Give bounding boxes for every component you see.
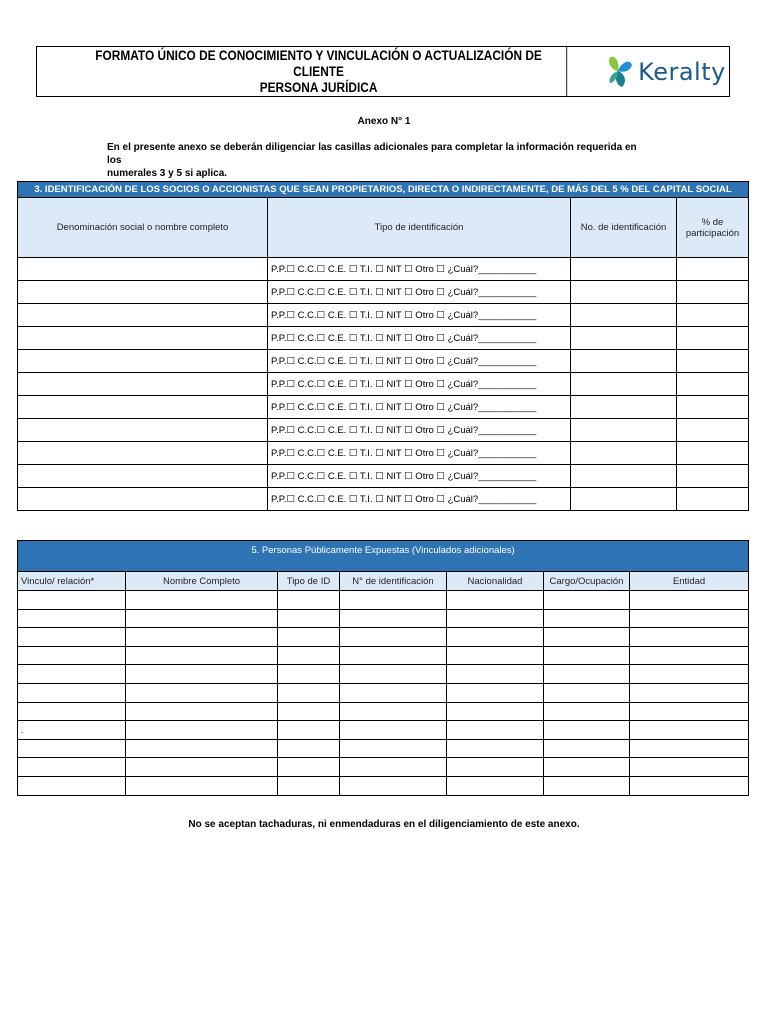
- pep-cell[interactable]: [126, 758, 278, 777]
- shareholder-id-type-cell[interactable]: P.P.☐ C.C.☐ C.E. ☐ T.I. ☐ NIT ☐ Otro ☐ ¿Cuál?___________: [268, 488, 571, 511]
- pep-cell[interactable]: [340, 702, 447, 721]
- pep-cell[interactable]: [278, 758, 340, 777]
- col-header-percentage-line2: participación: [685, 227, 740, 239]
- pep-cell[interactable]: [18, 776, 126, 795]
- pep-cell[interactable]: [18, 609, 126, 628]
- keralty-logo-icon: [604, 53, 634, 91]
- pep-row: [18, 646, 749, 665]
- pep-cell[interactable]: [630, 609, 749, 628]
- pep-cell[interactable]: [340, 665, 447, 684]
- pep-cell[interactable]: [340, 683, 447, 702]
- pep-cell[interactable]: [447, 758, 544, 777]
- shareholders-table-header: [18, 198, 749, 258]
- pep-cell[interactable]: [126, 646, 278, 665]
- pep-cell[interactable]: [126, 665, 278, 684]
- pep-cell[interactable]: [126, 609, 278, 628]
- shareholder-name-cell[interactable]: [18, 327, 268, 350]
- pep-cell[interactable]: [278, 646, 340, 665]
- shareholder-row: [18, 281, 749, 304]
- shareholder-row: [18, 442, 749, 465]
- pep-col-header: Vinculo/ relación*: [18, 572, 126, 591]
- shareholder-percentage-cell[interactable]: [677, 419, 749, 442]
- pep-cell[interactable]: [544, 721, 630, 740]
- shareholder-row: [18, 258, 749, 281]
- shareholder-percentage-cell[interactable]: [677, 304, 749, 327]
- form-header: [36, 46, 730, 97]
- pep-cell[interactable]: [126, 628, 278, 647]
- pep-cell[interactable]: [544, 702, 630, 721]
- pep-cell[interactable]: [630, 721, 749, 740]
- pep-cell[interactable]: [340, 739, 447, 758]
- footer-note: No se aceptan tachaduras, ni enmendaduras en el diligenciamiento de este anexo.: [188, 819, 580, 830]
- pep-cell[interactable]: [340, 609, 447, 628]
- pep-cell[interactable]: [126, 721, 278, 740]
- shareholder-name-cell[interactable]: [18, 258, 268, 281]
- shareholder-id-type-cell[interactable]: P.P.☐ C.C.☐ C.E. ☐ T.I. ☐ NIT ☐ Otro ☐ ¿Cuál?___________: [268, 281, 571, 304]
- annex-intro-line1: En el presente anexo se deberán diligenciar las casillas adicionales para completar la información requerida en los: [107, 142, 637, 166]
- shareholder-id-type-cell[interactable]: P.P.☐ C.C.☐ C.E. ☐ T.I. ☐ NIT ☐ Otro ☐ ¿Cuál?___________: [268, 419, 571, 442]
- pep-cell[interactable]: [544, 739, 630, 758]
- shareholder-name-cell[interactable]: [18, 488, 268, 511]
- shareholder-id-number-cell[interactable]: [571, 419, 677, 442]
- shareholder-id-type-cell[interactable]: P.P.☐ C.C.☐ C.E. ☐ T.I. ☐ NIT ☐ Otro ☐ ¿Cuál?___________: [268, 442, 571, 465]
- col-header-name: Denominación social o nombre completo: [18, 198, 268, 258]
- shareholder-percentage-cell[interactable]: [677, 488, 749, 511]
- pep-cell[interactable]: [18, 665, 126, 684]
- pep-row: [18, 776, 749, 795]
- pep-row: [18, 665, 749, 684]
- shareholder-id-number-cell[interactable]: [571, 281, 677, 304]
- pep-cell[interactable]: [544, 683, 630, 702]
- shareholder-row: [18, 327, 749, 350]
- pep-cell[interactable]: [630, 646, 749, 665]
- pep-cell[interactable]: [447, 591, 544, 610]
- shareholder-name-cell[interactable]: [18, 304, 268, 327]
- pep-col-header: Nombre Completo: [126, 572, 278, 591]
- pep-col-header: Tipo de ID: [278, 572, 340, 591]
- shareholder-id-number-cell[interactable]: [571, 465, 677, 488]
- pep-cell[interactable]: [18, 702, 126, 721]
- pep-cell[interactable]: [630, 776, 749, 795]
- pep-cell[interactable]: [278, 776, 340, 795]
- pep-cell[interactable]: [447, 683, 544, 702]
- pep-cell[interactable]: [544, 646, 630, 665]
- pep-cell[interactable]: [278, 665, 340, 684]
- pep-cell[interactable]: [340, 721, 447, 740]
- pep-cell[interactable]: [447, 721, 544, 740]
- pep-cell[interactable]: [126, 776, 278, 795]
- keralty-logo-text: Keralty: [638, 57, 726, 86]
- col-header-id-number: No. de identificación: [571, 198, 677, 258]
- pep-cell[interactable]: [630, 683, 749, 702]
- shareholder-name-cell[interactable]: [18, 373, 268, 396]
- pep-col-header: Cargo/Ocupación: [544, 572, 630, 591]
- col-header-percentage-line1: % de: [701, 216, 724, 228]
- pep-cell[interactable]: [544, 628, 630, 647]
- pep-cell[interactable]: [630, 702, 749, 721]
- pep-row: [18, 591, 749, 610]
- pep-cell[interactable]: [630, 591, 749, 610]
- shareholder-id-number-cell[interactable]: [571, 442, 677, 465]
- pep-table-header: [18, 572, 749, 591]
- shareholder-name-cell[interactable]: [18, 396, 268, 419]
- pep-table-title-row: [18, 541, 749, 572]
- shareholder-row: [18, 465, 749, 488]
- pep-row: [18, 609, 749, 628]
- pep-cell[interactable]: [278, 739, 340, 758]
- shareholder-id-number-cell[interactable]: [571, 488, 677, 511]
- shareholder-name-cell[interactable]: [18, 419, 268, 442]
- pep-cell[interactable]: [340, 628, 447, 647]
- pep-cell[interactable]: [126, 591, 278, 610]
- shareholder-id-type-cell[interactable]: P.P.☐ C.C.☐ C.E. ☐ T.I. ☐ NIT ☐ Otro ☐ ¿Cuál?___________: [268, 350, 571, 373]
- pep-row: [18, 628, 749, 647]
- pep-cell[interactable]: [18, 683, 126, 702]
- shareholder-row: [18, 419, 749, 442]
- shareholder-row: [18, 373, 749, 396]
- col-header-id-type: Tipo de identificación: [268, 198, 571, 258]
- shareholder-id-number-cell[interactable]: [571, 396, 677, 419]
- pep-cell[interactable]: [544, 609, 630, 628]
- pep-cell[interactable]: [278, 683, 340, 702]
- shareholder-percentage-cell[interactable]: [677, 281, 749, 304]
- annex-intro: [107, 141, 647, 180]
- pep-cell[interactable]: [544, 776, 630, 795]
- pep-cell[interactable]: [278, 628, 340, 647]
- pep-row: [18, 739, 749, 758]
- pep-col-header: Nacionalidad: [447, 572, 544, 591]
- pep-cell[interactable]: [630, 665, 749, 684]
- shareholders-table: [17, 181, 749, 511]
- pep-cell[interactable]: [447, 702, 544, 721]
- shareholder-percentage-cell[interactable]: [677, 258, 749, 281]
- pep-table: [17, 540, 749, 796]
- keralty-logo: [601, 47, 729, 96]
- shareholder-id-type-cell[interactable]: P.P.☐ C.C.☐ C.E. ☐ T.I. ☐ NIT ☐ Otro ☐ ¿Cuál?___________: [268, 396, 571, 419]
- shareholder-id-number-cell[interactable]: [571, 373, 677, 396]
- pep-cell[interactable]: [340, 758, 447, 777]
- pep-cell[interactable]: [447, 665, 544, 684]
- pep-cell[interactable]: [544, 758, 630, 777]
- pep-cell[interactable]: [18, 628, 126, 647]
- shareholder-id-number-cell[interactable]: [571, 327, 677, 350]
- shareholder-name-cell[interactable]: [18, 281, 268, 304]
- pep-cell[interactable]: [630, 628, 749, 647]
- pep-cell[interactable]: .: [18, 721, 126, 740]
- shareholder-row: [18, 396, 749, 419]
- shareholder-id-type-cell[interactable]: P.P.☐ C.C.☐ C.E. ☐ T.I. ☐ NIT ☐ Otro ☐ ¿Cuál?___________: [268, 465, 571, 488]
- shareholder-id-type-cell[interactable]: P.P.☐ C.C.☐ C.E. ☐ T.I. ☐ NIT ☐ Otro ☐ ¿Cuál?___________: [268, 304, 571, 327]
- pep-row: [18, 683, 749, 702]
- shareholder-percentage-cell[interactable]: [677, 327, 749, 350]
- shareholder-row: [18, 488, 749, 511]
- shareholder-row: [18, 350, 749, 373]
- shareholder-id-number-cell[interactable]: [571, 304, 677, 327]
- pep-cell[interactable]: [126, 683, 278, 702]
- pep-cell[interactable]: [447, 609, 544, 628]
- pep-cell[interactable]: [18, 758, 126, 777]
- form-title-line2: PERSONA JURÍDICA: [259, 79, 378, 95]
- pep-cell[interactable]: [278, 721, 340, 740]
- pep-cell[interactable]: [630, 739, 749, 758]
- shareholder-id-number-cell[interactable]: [571, 350, 677, 373]
- pep-cell[interactable]: [447, 628, 544, 647]
- shareholder-percentage-cell[interactable]: [677, 442, 749, 465]
- shareholder-percentage-cell[interactable]: [677, 396, 749, 419]
- pep-row: [18, 721, 749, 740]
- shareholder-name-cell[interactable]: [18, 350, 268, 373]
- pep-cell[interactable]: [278, 702, 340, 721]
- section5-title: 5. Personas Públicamente Expuestas (Vinculados adicionales): [18, 541, 749, 572]
- shareholder-percentage-cell[interactable]: [677, 350, 749, 373]
- pep-cell[interactable]: [544, 665, 630, 684]
- pep-col-header: N° de identificación: [340, 572, 447, 591]
- pep-cell[interactable]: [447, 739, 544, 758]
- pep-cell[interactable]: [18, 591, 126, 610]
- pep-cell[interactable]: [18, 646, 126, 665]
- annex-title: Anexo N° 1: [357, 116, 411, 127]
- shareholder-id-type-cell[interactable]: P.P.☐ C.C.☐ C.E. ☐ T.I. ☐ NIT ☐ Otro ☐ ¿Cuál?___________: [268, 327, 571, 350]
- pep-cell[interactable]: [126, 739, 278, 758]
- pep-row: [18, 758, 749, 777]
- shareholder-id-type-cell[interactable]: P.P.☐ C.C.☐ C.E. ☐ T.I. ☐ NIT ☐ Otro ☐ ¿Cuál?___________: [268, 258, 571, 281]
- pep-cell[interactable]: [544, 591, 630, 610]
- pep-cell[interactable]: [126, 702, 278, 721]
- shareholder-percentage-cell[interactable]: [677, 465, 749, 488]
- shareholder-percentage-cell[interactable]: [677, 373, 749, 396]
- pep-cell[interactable]: [278, 609, 340, 628]
- pep-cell[interactable]: [630, 758, 749, 777]
- shareholder-id-type-cell[interactable]: P.P.☐ C.C.☐ C.E. ☐ T.I. ☐ NIT ☐ Otro ☐ ¿Cuál?___________: [268, 373, 571, 396]
- pep-cell[interactable]: [340, 646, 447, 665]
- form-title-line1: FORMATO ÚNICO DE CONOCIMIENTO Y VINCULACIÓN O ACTUALIZACIÓN DE CLIENTE: [95, 47, 542, 79]
- annex-intro-line2: numerales 3 y 5 si aplica.: [107, 168, 228, 179]
- pep-row: [18, 702, 749, 721]
- shareholder-name-cell[interactable]: [18, 465, 268, 488]
- shareholder-id-number-cell[interactable]: [571, 258, 677, 281]
- pep-cell[interactable]: [18, 739, 126, 758]
- pep-cell[interactable]: [278, 591, 340, 610]
- pep-cell[interactable]: [340, 776, 447, 795]
- shareholder-row: [18, 304, 749, 327]
- pep-cell[interactable]: [447, 646, 544, 665]
- shareholders-table-title-row: [18, 182, 749, 198]
- pep-cell[interactable]: [447, 776, 544, 795]
- col-header-percentage: [677, 198, 749, 258]
- section3-title: 3. IDENTIFICACIÓN DE LOS SOCIOS O ACCIONISTAS QUE SEAN PROPIETARIOS, DIRECTA O INDIRECTAMENTE, DE MÁS DEL 5 % DEL CAPITAL SOCIAL: [18, 182, 749, 198]
- pep-col-header: Entidad: [630, 572, 749, 591]
- form-title: [71, 47, 567, 96]
- shareholder-name-cell[interactable]: [18, 442, 268, 465]
- pep-cell[interactable]: [340, 591, 447, 610]
